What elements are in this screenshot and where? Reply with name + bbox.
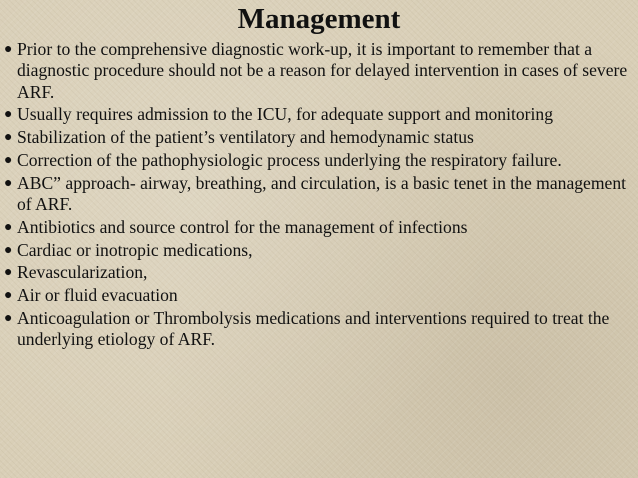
- bullet-icon: ●: [4, 42, 13, 57]
- bullet-text: Stabilization of the patient’s ventilatory and hemodynamic status: [17, 127, 474, 148]
- list-item: [4, 173, 634, 216]
- list-item: [4, 262, 634, 283]
- list-item: [4, 104, 634, 125]
- list-item: [4, 127, 634, 148]
- bullet-text: Prior to the comprehensive diagnostic work-up, it is important to remember that a diagnostic procedure should not be a reason for delayed intervention in cases of severe ARF.: [17, 39, 628, 102]
- list-item: [4, 285, 634, 306]
- bullet-text: Cardiac or inotropic medications,: [17, 239, 253, 260]
- bullet-icon: ●: [4, 265, 13, 281]
- bullet-text: Air or fluid evacuation: [17, 285, 178, 306]
- bullet-icon: ●: [4, 311, 13, 327]
- bullet-icon: ●: [4, 219, 13, 235]
- bullet-text: Revascularization,: [17, 262, 148, 283]
- bullet-icon: ●: [4, 175, 13, 191]
- list-item: [4, 217, 634, 238]
- list-item: [4, 39, 634, 103]
- bullet-icon: ●: [4, 130, 13, 146]
- bullet-icon: ●: [4, 288, 13, 304]
- bullet-icon: ●: [4, 152, 13, 168]
- list-item: [4, 150, 634, 171]
- bullet-list: [4, 39, 634, 352]
- bullet-text: Antibiotics and source control for the management of infections: [17, 216, 468, 237]
- bullet-icon: ●: [4, 242, 13, 258]
- bullet-text: Anticoagulation or Thrombolysis medications and interventions required to treat the underlying etiology of ARF.: [17, 308, 610, 350]
- list-item: [4, 240, 634, 261]
- list-item: [4, 308, 634, 351]
- bullet-text: Correction of the pathophysiologic process underlying the respiratory failure.: [17, 149, 562, 170]
- bullet-text: Usually requires admission to the ICU, for adequate support and monitoring: [17, 104, 554, 125]
- slide-title: Management: [237, 3, 401, 35]
- bullet-icon: ●: [4, 107, 13, 123]
- bullet-text: ABC” approach- airway, breathing, and circulation, is a basic tenet in the management of ARF.: [17, 172, 627, 215]
